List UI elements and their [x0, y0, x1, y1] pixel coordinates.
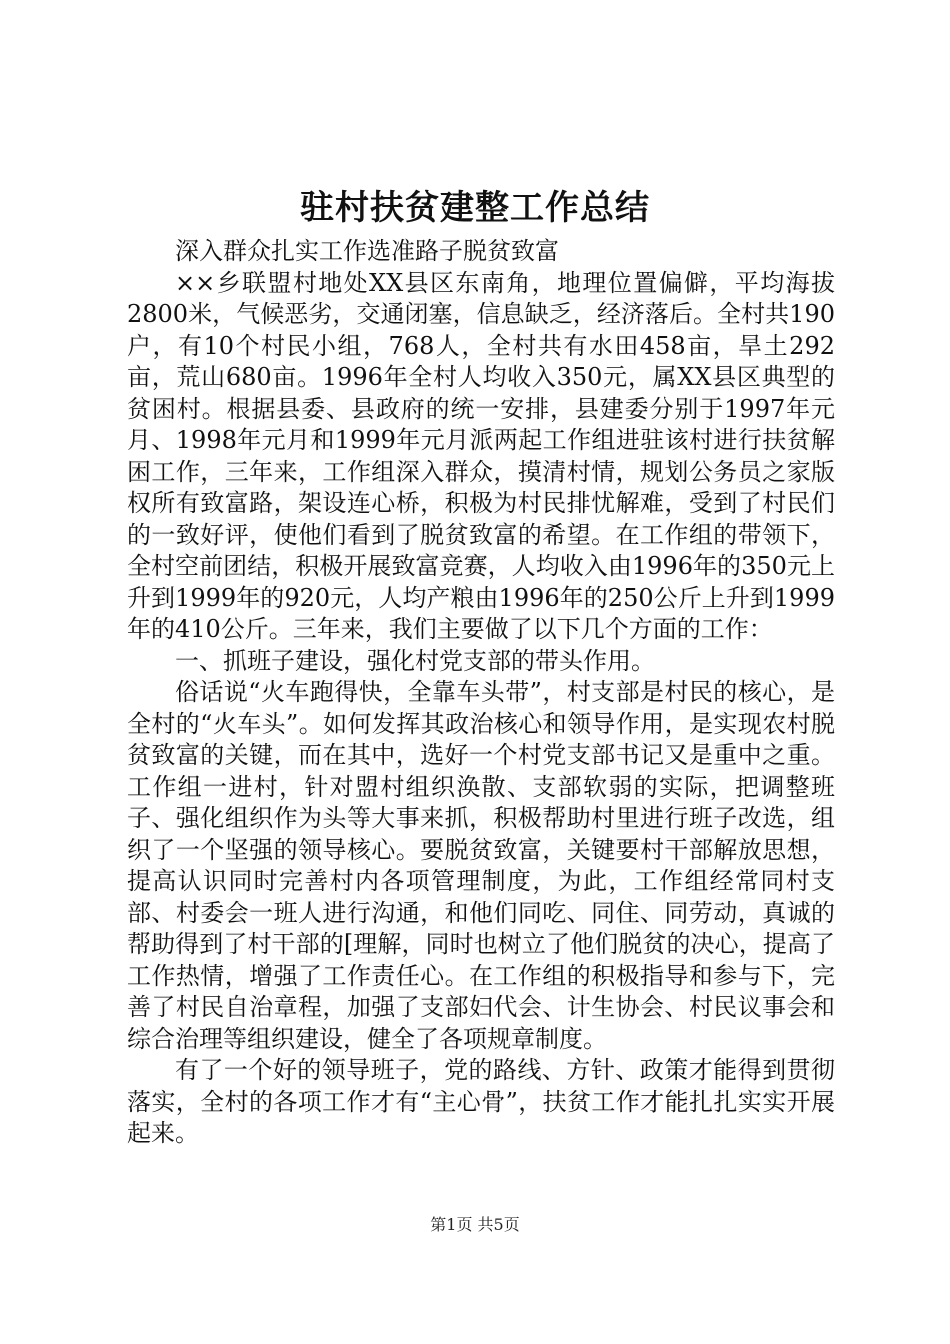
paragraph-section-heading: 一、抓班子建设，强化村党支部的带头作用。 [175, 646, 655, 675]
page-footer: 第1页 共5页 [430, 1215, 520, 1234]
paragraph-conclusion: 有了一个好的领导班子，党的路线、方针、政策才能得到贯彻落实，全村的各项工作才有“主心骨”，扶贫工作才能扎扎实实开展起来。 [127, 1056, 835, 1147]
paragraph-body: 俗话说“火车跑得快，全靠车头带”，村支部是村民的核心，是全村的“火车头”。如何发挥其政治核心和领导作用，是实现农村脱贫致富的关键，而在其中，选好一个村党支部书记又是重中之重。工作组一进村，针对盟村组织涣散、支部软弱的实际，把调整班子、强化组织作为头等大事来抓，积极帮助村里进行班子改选，组织了一个坚强的领导核心。要脱贫致富，关键要村干部解放思想，提高认识同时完善村内各项管理制度，为此，工作组经常同村支部、村委会一班人进行沟通，和他们同吃、同住、同劳动，真诚的帮助得到了村干部的[理解，同时也树立了他们脱贫的决心，提高了工作热情，增强了工作责任心。在工作组的积极指导和参与下，完善了村民自治章程，加强了支部妇代会、计生协会、村民议事会和综合治理等组织建设，健全了各项规章制度。 [127, 678, 835, 1053]
paragraph-intro: ××乡联盟村地处XX县区东南角，地理位置偏僻，平均海拔2800米，气候恶劣，交通闭塞，信息缺乏，经济落后。全村共190户，有10个村民小组，768人，全村共有水田458亩，旱土292亩，荒山680亩。1996年全村人均收入350元，属XX县区典型的贫困村。根据县委、县政府的统一安排，县建委分别于1997年元月、1998年元月和1999年元月派两起工作组进驻该村进行扶贫解困工作，三年来，工作组深入群众，摸清村情，规划公务员之家版权所有致富路，架设连心桥，积极为村民排忧解难，受到了村民们的一致好评，使他们看到了脱贫致富的希望。在工作组的带领下，全村空前团结，积极开展致富竞赛，人均收入由1996年的350元上升到1999年的920元，人均产粮由1996年的250公斤上升到1999年的410公斤。三年来，我们主要做了以下几个方面的工作： [127, 268, 835, 643]
document-body [127, 236, 835, 1150]
paragraph-subtitle: 深入群众扎实工作选准路子脱贫致富 [175, 237, 559, 265]
document-title: 驻村扶贫建整工作总结 [300, 188, 650, 228]
